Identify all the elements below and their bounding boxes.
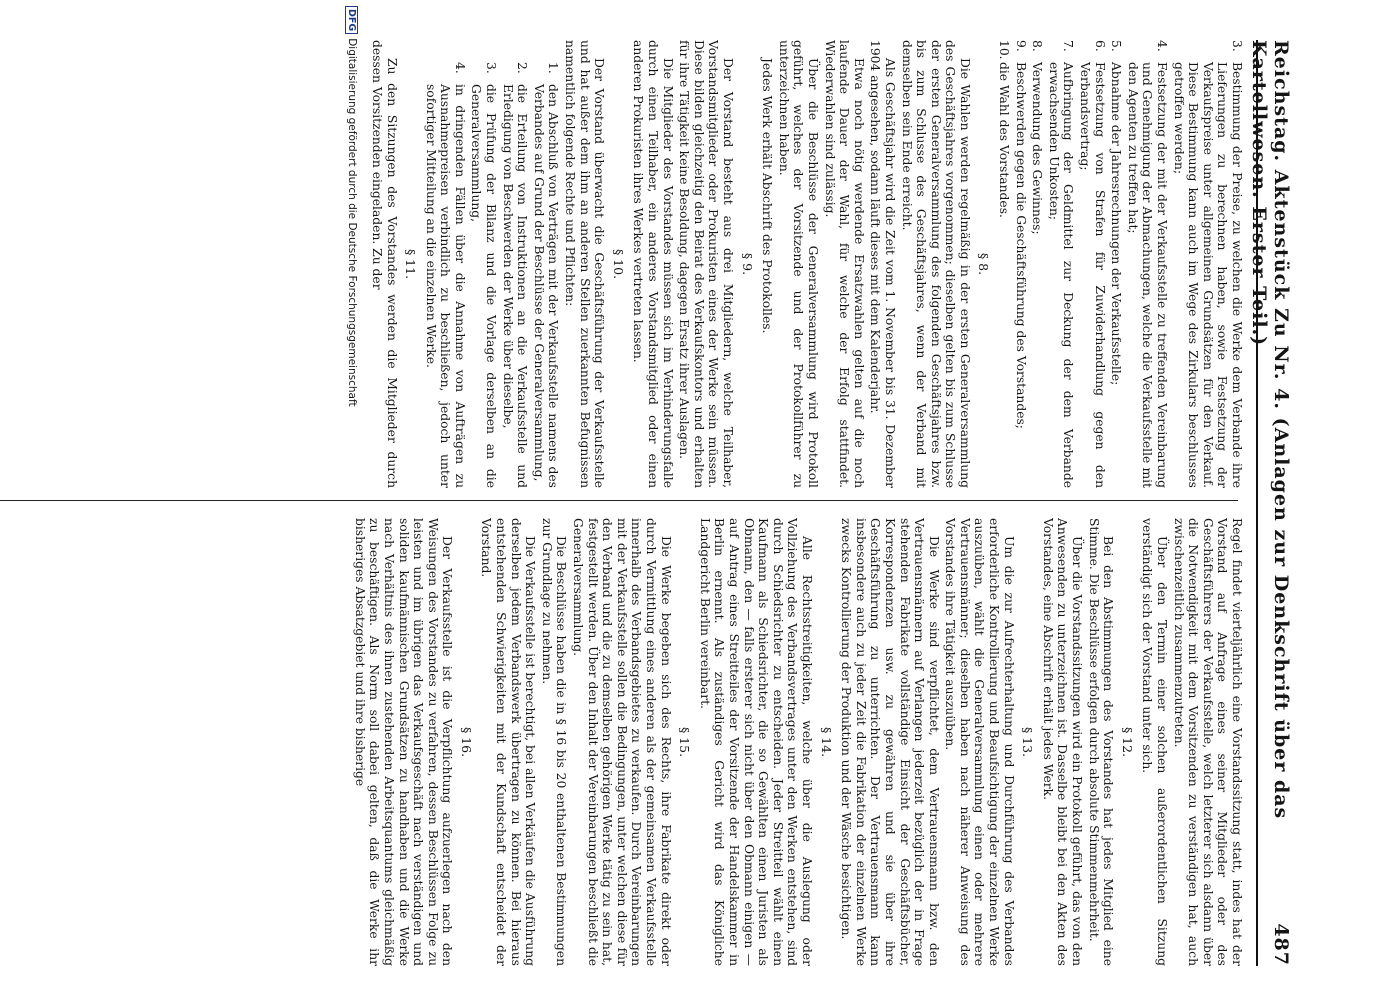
section-heading: § 15. [677, 726, 693, 758]
list-item-text: Verwendung des Gewinnes; [1030, 62, 1045, 235]
section-heading: § 12. [1119, 726, 1135, 758]
dfg-logo: DFG [345, 6, 358, 34]
list-item [469, 40, 498, 488]
section-heading: § 16. [458, 726, 474, 758]
list-item [1030, 40, 1045, 488]
list-item-text: den Abschluß von Verträgen mit der Verkaufsstelle namens des Verbandes auf Grund der Beschlüsse der Generalversammlung, [531, 84, 561, 488]
list-item-number: 2. [515, 62, 530, 74]
list-item [500, 40, 529, 488]
list-item [997, 40, 1012, 488]
paragraph: Regel findet vierteljährlich eine Vorstandssitzung statt, indes hat der Vorstand auf Anfrage eines seiner Mitglieder oder des Geschäftsführers der Verkaufsstelle, welch letzterer sich alsdann über die Notwendigkeit mit dem Vorsitzenden zu verständigen hat, auch zwischenzeitlich zusammenzutreten. [1171, 518, 1244, 966]
section-heading: § 10. [610, 248, 626, 280]
list-item-number: 8. [1030, 40, 1045, 52]
footer-text: Digitalisierung gefördert durch die Deutsche Forschungsgemeinschaft [346, 38, 358, 407]
paragraph: Die Werke begeben sich des Rechts, ihre Fabrikate direkt oder durch Vermittlung eines anderen als der gemeinsamen Verkaufsstelle innerhalb des Verbandsgebietes zu verkaufen. Durch Vereinbarungen mit der Verkaufsstelle sollen die Bedingungen, unter welchen diese für den Verband und die zu demselben gehörigen Werke tätig zu sein hat, festgestellt werden. Über den Inhalt der Vereinbarungen beschließt die Generalversammlung. [571, 518, 673, 966]
paragraph: Die Beschlüsse haben die in § 16 bis 20 enthaltenen Bestimmungen zur Grundlage zu nehmen. [539, 518, 569, 966]
list-item-text: Festsetzung von Strafen für Zuwiderhandlung gegen den Verbandsvertrag; [1078, 62, 1107, 488]
list-item-number: 3. [1230, 40, 1244, 52]
column-divider [0, 500, 1238, 501]
paragraph: Über die Beschlüsse der Generalversammlung wird Protokoll geführt, welches der Vorsitzende und der Protokollführer zu unterzeichnen haben. [776, 40, 820, 488]
list-item-number: 5. [1109, 40, 1124, 52]
paragraph: Die Werke sind verpflichtet, dem Vertrauensmann bzw. den Vertrauensmännern auf Verlangen jederzeit bezüglich der in Frage stehenden Fabrikate vollständige Einsicht der Geschäftsbücher, Korrespondenzen usw. zu gewähren und sie über ihre Geschäftsführung zu unterrichten. Der Vertrauensmann kann insbesondere auch zu jeder Zeit die Fabrikation der einzelnen Werke zwecks Kontrollierung der Produktion und der Wäsche besichtigen. [839, 518, 941, 966]
running-title: Reichstag. Aktenstück Zu Nr. 4. (Anlagen zur Denkschrift über das Kartellwesen. Erster Teil.) [1248, 40, 1292, 820]
list-item-number: 3. [484, 62, 499, 74]
section-heading: § 14. [818, 726, 834, 758]
list-item [1171, 40, 1244, 488]
paragraph: Zu den Sitzungen des Vorstandes werden die Mitglieder durch dessen Vorsitzenden eingeladen. Zu der [369, 40, 399, 488]
paragraph: Etwa noch nötig werdende Ersatzwahlen gelten auf die noch laufende Dauer der Wahl, für welche der Erfolg stattfindet. Wiederwahlen sind zulässig. [822, 40, 866, 488]
section-heading: § 8. [976, 252, 992, 276]
paragraph: Die Wahlen werden regelmäßig in der ersten Generalversammlung des Geschäftsjahres vorgenommen; dieselben gelten bis zum Schlusse der ersten Generalversammlung des folgenden Geschäftsjahres bzw. bis zum Schlusse des Geschäftsjahres, wenn der Verband mit demselben sein Ende erreicht. [899, 40, 972, 488]
list-item-text: in dringenden Fällen über die Annahme von Aufträgen zu Ausnahmepreisen verbindlich zu beschließen, jedoch unter sofortiger Mitteilung an die einzelnen Werke. [423, 84, 467, 488]
page-header [1248, 40, 1298, 966]
right-column [0, 518, 1244, 966]
paragraph: Die Mitglieder des Vorstandes müssen sich im Verhinderungsfalle durch einen Teilhaber, ein anderes Vorstandsmitglied oder einen anderen Prokuristen ihres Werkes vertreten lassen. [631, 40, 675, 488]
paragraph: Als Geschäftsjahr wird die Zeit vom 1. November bis 31. Dezember 1904 angesehen, sodann läuft dieses mit dem Kalenderjahr. [868, 40, 897, 488]
list-item-text: Aufbringung der Geldmittel zur Deckung der dem Verbande erwachsenden Unkosten; [1046, 62, 1076, 488]
list-item-text: Beschwerden gegen die Geschäftsführung des Vorstandes; [1013, 62, 1028, 429]
list-item-number: 4. [1155, 40, 1170, 52]
list-item-text: die Wahl des Vorstandes. [997, 62, 1012, 218]
paragraph: Über die Vorstandssitzungen wird ein Protokoll geführt, das von den Anwesenden zu unterzeichnen ist. Dasselbe bleibt bei den Akten des Vorstandes, eine Abschrift erhält jedes Werk. [1040, 518, 1085, 966]
paragraph: Die Verkaufsstelle ist berechtigt, bei allen Verkäufen die Ausführung derselben jedem Verbandswerk übertragen zu können. Bei hieraus entstehenden Schwierigkeiten mit der Kundschaft entscheidet der Vorstand. [479, 518, 538, 966]
digitization-footer [338, 0, 358, 1006]
section-heading: § 13. [1020, 726, 1036, 758]
list-item [531, 40, 560, 488]
list-item-text: Festsetzung der mit der Verkaufsstelle zu treffenden Vereinbarung und Genehmigung der Abmachungen, welche die Verkaufsstelle mit den Agenten zu treffen hat; [1125, 62, 1170, 488]
list-item [1046, 40, 1075, 488]
paragraph: Bei den Abstimmungen des Vorstandes hat jedes Mitglied eine Stimme. Die Beschlüsse erfolgen durch absolute Stimmenmehrheit. [1086, 518, 1116, 966]
paragraph: Alle Rechtsstreitigkeiten, welche über die Auslegung oder Vollziehung des Verbandsvertrages unter den Werken entstehen, sind durch Schiedsrichter zu entscheiden. Jeder Streitteil wählt einen Kaufmann als Schiedsrichter, die so Gewählten einen Juristen als Obmann, den — falls ersterer sich nicht über den Obmann einigen — auf Antrag eines Streitteiles der Vorsitzende der Handelskammer in Berlin ernennt. Als zuständiges Gericht wird das Königliche Landgericht Berlin vereinbart. [697, 518, 814, 966]
list-item [1125, 40, 1169, 488]
left-column [0, 40, 1244, 488]
page-number: 487 [1270, 923, 1292, 966]
section-heading: § 9. [739, 252, 755, 276]
list-item-number: 7. [1061, 40, 1076, 52]
list-item-text: Abnahme der Jahresrechnungen der Verkaufsstelle; [1109, 62, 1124, 386]
list-item [423, 40, 467, 488]
list-item-number: 6. [1092, 40, 1107, 52]
list-item-number: 1. [546, 62, 561, 74]
section-heading: § 11. [403, 248, 419, 280]
list-item-text: die Prüfung der Bilanz und die Vorlage derselben an die Generalversammlung, [469, 84, 499, 488]
paragraph: Über den Termin einer solchen außerordentlichen Sitzung verständigt sich der Vorstand unter sich. [1140, 518, 1170, 966]
paragraph: Jedes Werk erhält Abschrift des Protokolles. [760, 58, 775, 334]
list-item-text: die Erteilung von Instruktionen an die Verkaufsstelle und Erledigung von Beschwerden der Werke über dieselbe, [500, 84, 530, 488]
list-item-text: Bestimmung der Preise, zu welchen die Werke dem Verbande ihre Lieferungen zu berechnen haben, sowie Festsetzung der Verkaufspreise unter allgemeinen Grundsätzen für den Verkauf. Diese Bestimmung kann auch im Wege des Zirkulars beschlusses getroffen werden; [1171, 62, 1244, 488]
paragraph: Der Verkaufsstelle ist die Verpflichtung aufzuerlegen nach den Weisungen des Vorstandes zu verfahren, dessen Beschlüssen Folge zu leisten und im übrigen das Verkaufsgeschäft nach verständigen und soliden kaufmännischen Grundsätzen zu handhaben und die Werke nach Verhältnis des ihnen zustehenden Arbeitsquantums gleichmäßig zu beschäftigen. Als Norm soll dabei gelten, daß die Werke ihr bisheriges Absatzgebiet und ihre bisherige [352, 518, 455, 966]
list-item [1013, 40, 1028, 488]
list-item [1077, 40, 1106, 488]
paragraph: Der Vorstand besteht aus drei Mitgliedern, welche Teilhaber, Vorstandsmitglieder oder Prokuristen eines der Werke sein müssen. Diese bilden gleichzeitig den Beirat des Verkaufskontors und erhalten für ihre Tätigkeit keine Besoldung, dagegen Ersatz ihrer Auslagen. [677, 40, 735, 488]
list-item [1109, 40, 1124, 488]
list-item-number: 4. [452, 62, 467, 74]
paragraph: Um die zur Aufrechterhaltung und Durchführung des Verbandes erforderliche Kontrollierung und Beaufsichtigung der einzelnen Werke auszuüben, wählt die Generalversammlung einen oder mehrere Vertrauensmänner; dieselben haben nach näherer Anweisung des Vorstandes ihre Tätigkeit auszuüben. [943, 518, 1016, 966]
paragraph: Der Vorstand überwacht die Geschäftsführung der Verkaufsstelle und hat außer dem ihm an anderen Stellen zuerkannten Befugnissen namentlich folgende Rechte und Pflichten: [563, 40, 607, 488]
list-item-number: 9. [1013, 40, 1028, 52]
list-item-number: 10. [997, 40, 1012, 60]
